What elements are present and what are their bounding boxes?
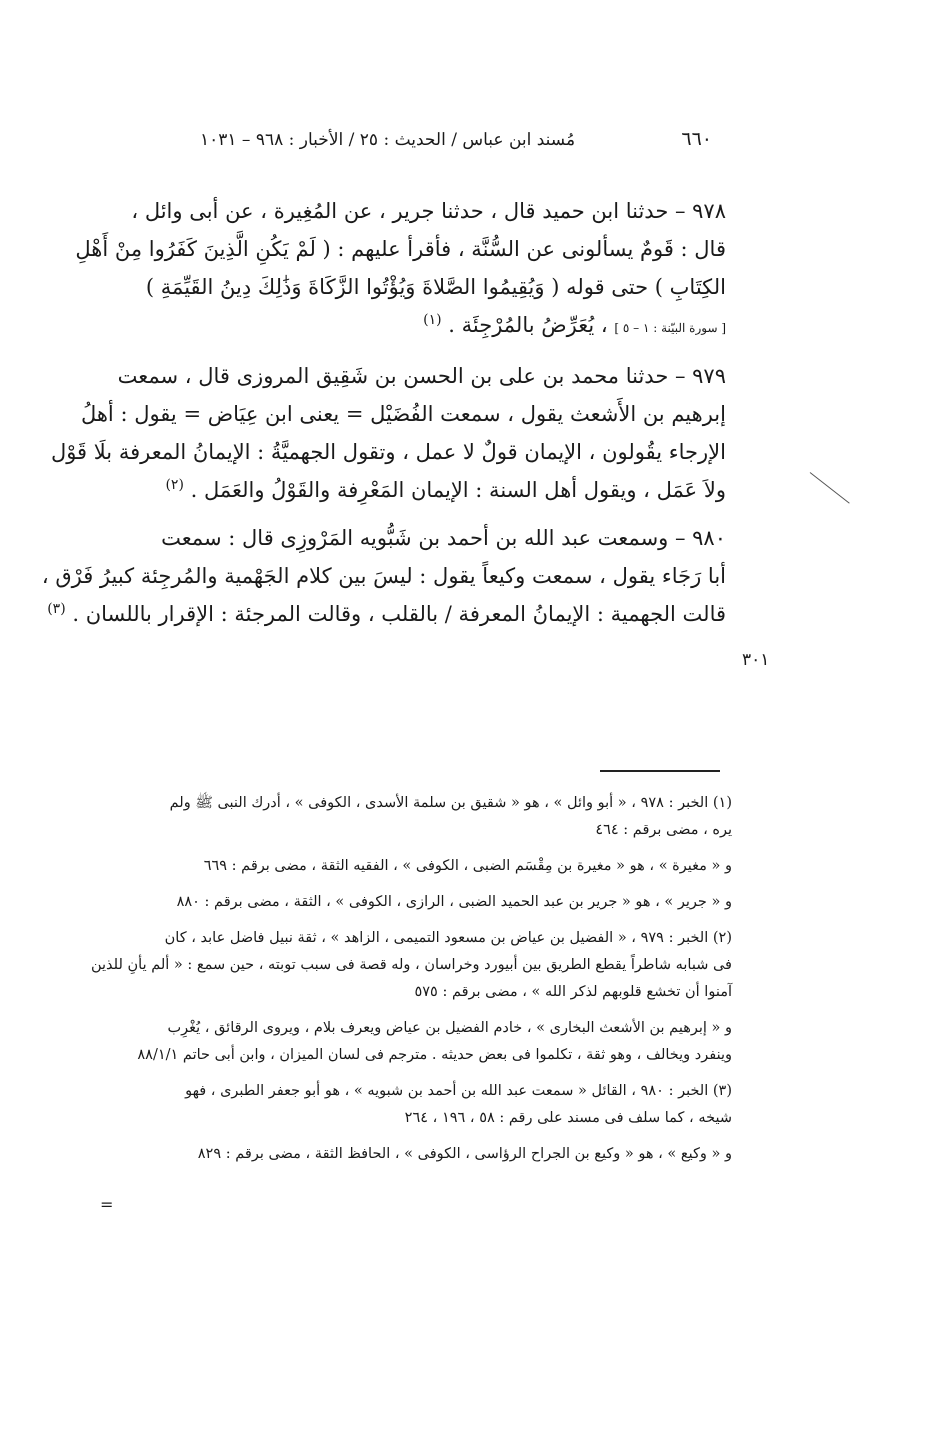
text-line: قال : قَومٌ يسألونى عن السُّنَّة ، فأقرأ عليهم : ( لَمْ يَكُنِ الَّذِينَ كَفَرُوا مِنْ أَهْلِ [75,237,726,261]
text-line: الكِتَابِ ) حتى قوله ( وَيُقِيمُوا الصَّلاةَ وَيُؤْتُوا الزَّكَاةَ وَذَٰلِكَ دِينُ القَيِّمَةِ ) [145,275,726,299]
quran-reference: [ سورة البيّنة : ١ – ٥ ] [614,321,726,335]
footnote-1-mughira [100,853,732,880]
footnote-1 [100,790,732,844]
footnote-separator [600,770,720,772]
page-number: ٦٦٠ [681,128,712,150]
text-line [96,471,726,509]
text-line-content: قالت الجهمية : الإيمانُ المعرفة / بالقلب ، وقالت المرجئة : الإقرار باللسان . [72,602,726,626]
footnote-line: (١) الخبر : ٩٧٨ ، « أبو وائل » ، هو « شقيق بن سلمة الأسدى ، الكوفى » ، أدرك النبى ﷺ ولم [169,795,732,811]
text-line: الإرجاء يقُولون ، الإيمان قولٌ لا عمل ، وتقول الجهميَّةُ : الإيمانُ المعرفة بلَا قَوْل [50,440,726,464]
footnote-line: وينفرد ويخالف ، وهو ثقة ، تكلموا فى بعض حديثه . مترجم فى لسان الميزان ، وابن أبى حاتم ٨٨/١/١ [137,1047,732,1063]
margin-page-number: ٣٠١ [742,650,770,670]
running-title: مُسند ابن عباس / الحديث : ٢٥ / الأخبار : ٩٦٨ – ١٠٣١ [200,130,576,150]
footnote-line: آمنوا أن تخشع قلوبهم لذكر الله » ، مضى برقم : ٥٧٥ [414,984,732,1000]
hadith-979 [50,357,726,509]
footnote-marker: (٣) [47,601,66,617]
text-line [96,306,726,347]
footnote-line: و « مغيرة » ، هو « مغيرة بن مِقْسَم الضبى ، الكوفى » ، الفقيه الثقة ، مضى برقم : ٦٦٩ [203,858,732,874]
page-header [200,128,712,150]
footnote-1-jarir [100,889,732,916]
footnote-line: فى شبابه شاطراً يقطع الطريق بين أبيورد وخراسان ، وله قصة فى سبب توبته ، حين سمع : « ألم يأنِ للذين [90,957,732,973]
footnote-2-ibrahim [100,1015,732,1069]
text-line-content: ، يُعَرِّضُ بالمُرْجِئَة . [448,313,608,337]
text-line: ٩٧٨ – حدثنا ابن حميد قال ، حدثنا جرير ، عن المُغِيرة ، عن أبى وائل ، [131,199,726,223]
text-line: إبرهيم بن الأَشعث يقول ، سمعت الفُضَيْل = يعنى ابن عِيَاض = يقول : أهلُ [80,402,726,426]
footnotes [90,790,732,1177]
footnote-marker: (٢) [165,477,184,493]
footnote-marker: (١) [423,312,442,328]
main-text [41,192,726,643]
text-line: ٩٨٠ – وسمعت عبد الله بن أحمد بن شَبُّويه المَرْوزِى قال : سمعت [161,526,726,550]
hadith-980 [41,519,726,633]
footnote-3-waki [100,1141,732,1168]
footnote-line: و « إبرهيم بن الأشعث البخارى » ، خادم الفضيل بن عياض ويعرف بلام ، ويروى الرقائق ، يُغْرِب [167,1020,732,1036]
stray-mark [810,472,850,504]
footnote-line: شيخه ، كما سلف فى مسند على رقم : ٥٨ ، ١٩٦ ، ٢٦٤ [404,1110,732,1126]
footnote-line: و « وكيع » ، هو « وكيع بن الجراح الرؤاسى ، الكوفى » ، الحافظ الثقة ، مضى برقم : ٨٢٩ [197,1146,732,1162]
text-line [47,595,726,633]
footnote-3 [100,1078,732,1132]
footnote-line: و « جرير » ، هو « جرير بن عبد الحميد الضبى ، الرازى ، الكوفى » ، الثقة ، مضى برقم : ٨٨٠ [176,894,732,910]
text-line: ٩٧٩ – حدثنا محمد بن على بن الحسن بن شَقِيق المروزى قال ، سمعت [117,364,726,388]
footnote-line: يره ، مضى برقم : ٤٦٤ [595,822,732,838]
text-line: أبا رَجَاء يقول ، سمعت وكيعاً يقول : ليسَ بين كلام الجَهْمية والمُرجِئة كبيرُ فَرْق ، [41,564,726,588]
continuation-mark: = [100,1195,114,1214]
footnote-line: (٣) الخبر : ٩٨٠ ، القائل « سمعت عبد الله بن أحمد بن شبويه » ، هو أبو جعفر الطبرى ، فهو [185,1083,732,1099]
footnote-2 [90,925,732,1006]
text-line-content: ولاَ عَمَل ، ويقول أهل السنة : الإيمان المَعْرِفة والقَوْلُ والعَمَل . [190,478,726,502]
hadith-978 [75,192,726,347]
footnote-line: (٢) الخبر : ٩٧٩ ، « الفضيل بن عياض بن مسعود التميمى ، الزاهد » ، ثقة نبيل فاضل عابد ، كان [164,930,732,946]
